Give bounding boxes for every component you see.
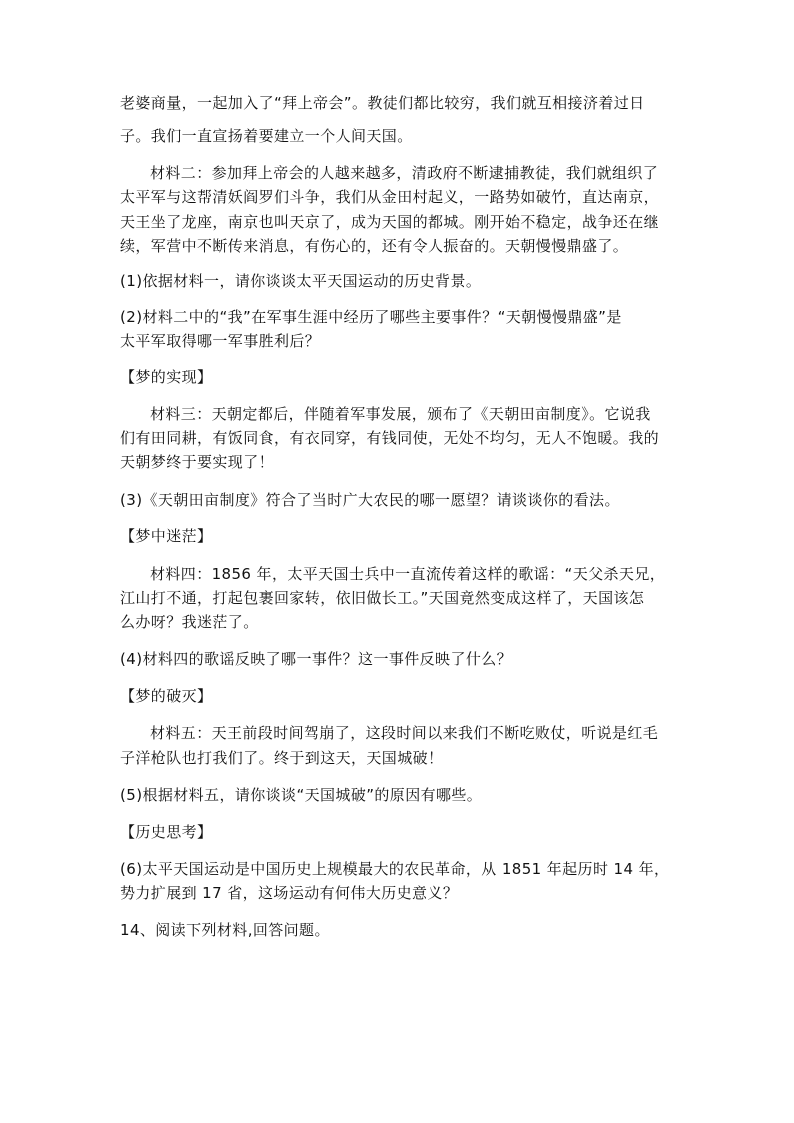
question-1: (1)依据材料一，请你谈谈太平天国运动的历史背景。	[120, 272, 482, 290]
text-line: 势力扩展到 17 省，这场运动有何伟大历史意义？	[120, 884, 459, 902]
text-line: 太平军取得哪一军事胜利后？	[120, 332, 321, 350]
text-line: 么办呀？我迷茫了。	[120, 613, 259, 631]
text-line: 天王坐了龙座，南京也叫天京了，成为天国的都城。刚开始不稳定，战争还在继	[120, 213, 660, 231]
text-line: 天朝梦终于要实现了！	[120, 453, 275, 471]
section-heading-dream-realized: 【梦的实现】	[120, 368, 213, 386]
question-6: (6)太平天国运动是中国历史上规模最大的农民革命，从 1851 年起历时 14 年，	[120, 860, 670, 878]
text-line: 续，军营中不断传来消息，有伤心的，还有令人振奋的。天朝慢慢鼎盛了。	[120, 237, 629, 255]
material-4-line: 材料四：1856 年，太平天国士兵中一直流传着这样的歌谣：“天父杀天兄，	[150, 565, 666, 583]
section-heading-history-thinking: 【历史思考】	[120, 823, 213, 841]
question-5: (5)根据材料五，请你谈谈“天国城破”的原因有哪些。	[120, 786, 483, 804]
text-line: 子洋枪队也打我们了。终于到这天，天国城破！	[120, 749, 444, 767]
material-2-line: 材料二：参加拜上帝会的人越来越多，清政府不断逮捕教徒，我们就组织了	[150, 164, 659, 182]
question-3: (3)《天朝田亩制度》符合了当时广大农民的哪一愿望？请谈谈你的看法。	[120, 491, 620, 509]
text-line: 们有田同耕，有饭同食，有衣同穿，有钱同使，无处不均匀，无人不饱暖。我的	[120, 429, 660, 447]
text-line: 太平军与这帮清妖阎罗们斗争，我们从金田村起义，一路势如破竹，直达南京，	[120, 188, 660, 206]
section-heading-dream-broken: 【梦的破灭】	[120, 687, 213, 705]
material-3-line: 材料三：天朝定都后，伴随着军事发展，颁布了《天朝田亩制度》。它说我	[150, 405, 651, 423]
material-5-line: 材料五：天王前段时间驾崩了，这段时间以来我们不断吃败仗，听说是红毛	[150, 724, 659, 742]
question-2: (2)材料二中的“我”在军事生涯中经历了哪些主要事件？“天朝慢慢鼎盛”是	[120, 308, 622, 326]
question-4: (4)材料四的歌谣反映了哪一事件？这一事件反映了什么？	[120, 650, 513, 668]
question-14-heading: 14、阅读下列材料,回答问题。	[120, 921, 330, 939]
text-line: 江山打不通，打起包裹回家转，依旧做长工。”天国竟然变成这样了，天国该怎	[120, 589, 645, 607]
section-heading-dream-confused: 【梦中迷茫】	[120, 527, 213, 545]
text-line: 老婆商量，一起加入了“拜上帝会”。教徒们都比较穷，我们就互相接济着过日	[120, 94, 645, 112]
text-line: 子。我们一直宣扬着要建立一个人间天国。	[120, 127, 413, 145]
